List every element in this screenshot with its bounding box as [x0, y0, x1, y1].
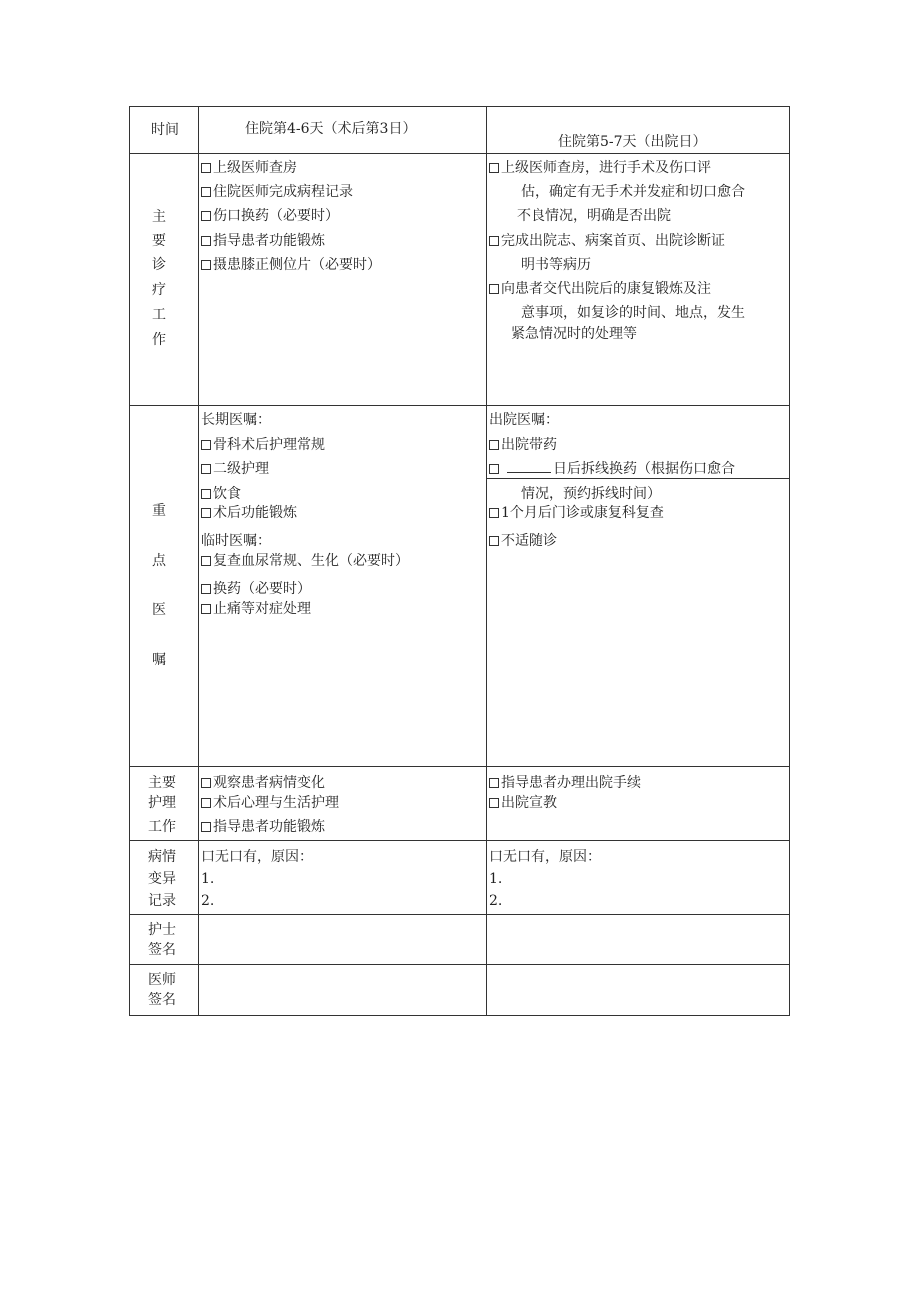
checkbox[interactable]	[201, 440, 211, 450]
temporary-orders-title: 临时医嘱：	[201, 533, 271, 549]
checkbox[interactable]	[201, 584, 211, 594]
nursing-item: 术后心理与生活护理	[201, 794, 339, 812]
variance-status[interactable]: 口无口有，原因：	[201, 849, 313, 865]
column-header-day4-6: 住院第4-6天（术后第3日）	[245, 121, 417, 137]
checkbox[interactable]	[201, 798, 211, 808]
variance-reason-1[interactable]: 1.	[489, 871, 503, 887]
variance-reason-2[interactable]: 2.	[489, 893, 503, 909]
diagnosis-item-continued: 不良情况，明确是否出院	[517, 208, 671, 224]
variance-status[interactable]: 口无口有，原因：	[489, 849, 601, 865]
checkbox[interactable]	[489, 163, 499, 173]
order-item: 骨科术后护理常规	[201, 436, 325, 454]
order-item: 日后拆线换药（根据伤口愈合	[489, 460, 735, 478]
checkbox[interactable]	[489, 536, 499, 546]
checkbox[interactable]	[201, 187, 211, 197]
diagnosis-item-continued: 明书等病历	[521, 257, 591, 273]
diagnosis-item: 上级医师查房	[201, 159, 297, 177]
long-term-orders-title: 长期医嘱：	[201, 412, 271, 428]
nursing-item: 观察患者病情变化	[201, 774, 325, 792]
order-item: 二级护理	[201, 460, 269, 478]
diagnosis-item: 上级医师查房，进行手术及伤口评	[489, 159, 711, 177]
order-item: 1个月后门诊或康复科复查	[489, 504, 664, 522]
nursing-item: 出院宣教	[489, 794, 557, 812]
doctor-signature-field-day5-7[interactable]	[487, 965, 788, 1014]
nursing-item: 指导患者办理出院手续	[489, 774, 641, 792]
order-item: 换药（必要时）	[201, 580, 311, 598]
time-header: 时间	[151, 122, 179, 138]
checkbox[interactable]	[489, 440, 499, 450]
checkbox[interactable]	[489, 464, 499, 474]
diagnosis-item-continued: 紧急情况时的处理等	[511, 326, 637, 342]
diagnosis-item: 摄患膝正侧位片（必要时）	[201, 256, 381, 274]
column-header-day5-7: 住院第5-7天（出院日）	[558, 134, 707, 150]
diagnosis-item: 住院医师完成病程记录	[201, 183, 353, 201]
checkbox[interactable]	[201, 556, 211, 566]
checkbox[interactable]	[489, 798, 499, 808]
variance-reason-1[interactable]: 1.	[201, 871, 215, 887]
diagnosis-item-continued: 意事项，如复诊的时间、地点，发生	[521, 305, 745, 321]
checkbox[interactable]	[201, 604, 211, 614]
diagnosis-item: 向患者交代出院后的康复锻炼及注	[489, 280, 711, 298]
checkbox[interactable]	[201, 778, 211, 788]
checkbox[interactable]	[201, 822, 211, 832]
checkbox[interactable]	[201, 489, 211, 499]
order-item: 不适随诊	[489, 532, 557, 550]
checkbox[interactable]	[489, 284, 499, 294]
order-item-continued: 情况，预约拆线时间）	[521, 486, 661, 502]
doctor-signature-field-day4-6[interactable]	[199, 965, 485, 1014]
blank-days-field[interactable]	[507, 460, 551, 473]
checkbox[interactable]	[201, 260, 211, 270]
nurse-signature-field-day4-6[interactable]	[199, 915, 485, 963]
order-item: 出院带药	[489, 436, 557, 454]
order-item: 止痛等对症处理	[201, 600, 311, 618]
checkbox[interactable]	[489, 778, 499, 788]
checkbox[interactable]	[201, 236, 211, 246]
checkbox[interactable]	[489, 236, 499, 246]
order-item: 术后功能锻炼	[201, 504, 297, 522]
diagnosis-item-continued: 估，确定有无手术并发症和切口愈合	[521, 184, 745, 200]
diagnosis-item: 完成出院志、病案首页、出院诊断证	[489, 232, 725, 250]
variance-reason-2[interactable]: 2.	[201, 893, 215, 909]
nurse-signature-field-day5-7[interactable]	[487, 915, 788, 963]
clinical-pathway-page: 时间 住院第4-6天（术后第3日） 住院第5-7天（出院日） 主 要 诊 疗 工 作 上级医师查房 住院医师完成病程记录 伤口换药（必要时） 指导患者功能锻炼 摄患膝正侧位片（必要时） 上级医师查房，进行手术及伤口评 估，确定有无手术并发症和切口愈合 不良情况，明确是否出院 完成出院志、病案首页、出院诊断证 明书等病历 向患者交代出院后的康复锻炼及注 意事项，如复诊的时间、地点，发生 紧急情况时的处理等 重 点 医 嘱 长期医嘱： 骨科术后护理常规 二级护理 饮食 术后功能锻炼 临时医嘱： 复查血尿常规、生化（必要时） 换药（必要时） 止痛等对症处理 出院医嘱： 出院带药 日后拆线换药（根据伤口愈合 情况，预约拆线时间） 1个月后门诊或康复科复查 不适随诊 主要 护理 工作 观察患者病情变化 术后心理与生活护理 指导患者功能锻炼 指导患者办理出院手续 出院宣教 病情 变异 记录 口无口有，原因： 1. 2. 口无口有，原因： 1. 2. 护士 签名 医师 签名	[0, 0, 920, 1301]
checkbox[interactable]	[489, 508, 499, 518]
discharge-orders-title: 出院医嘱：	[489, 412, 559, 428]
order-item: 复查血尿常规、生化（必要时）	[201, 552, 409, 570]
checkbox[interactable]	[201, 163, 211, 173]
diagnosis-item: 伤口换药（必要时）	[201, 207, 339, 225]
checkbox[interactable]	[201, 211, 211, 221]
order-item: 饮食	[201, 485, 241, 503]
checkbox[interactable]	[201, 464, 211, 474]
checkbox[interactable]	[201, 508, 211, 518]
nursing-item: 指导患者功能锻炼	[201, 818, 325, 836]
diagnosis-item: 指导患者功能锻炼	[201, 232, 325, 250]
